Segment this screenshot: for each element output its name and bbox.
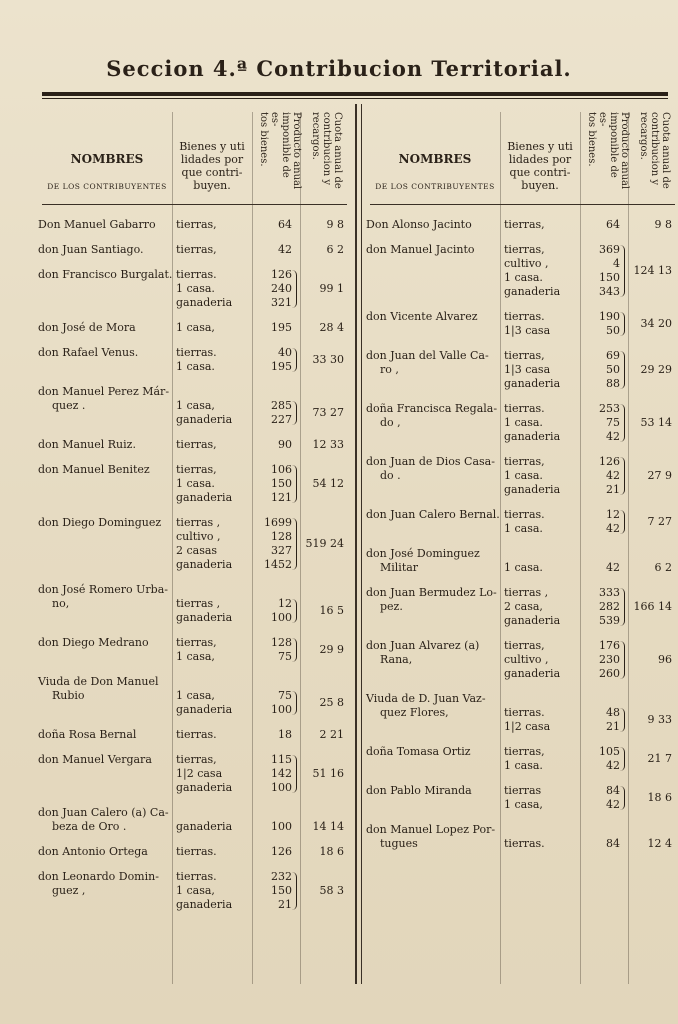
left-cuota-value: 9 8 (326, 218, 344, 231)
left-contributor-name: beza de Oro . (52, 820, 127, 833)
left-producto-value: 195 (271, 321, 292, 334)
right-cuota-value: 27 9 (647, 469, 672, 482)
right-contributor-name: ro , (380, 363, 399, 376)
page-title: Seccion 4.ª Contribucion Territorial. (106, 56, 572, 81)
left-contributor-name: don Diego Dominguez (38, 516, 162, 529)
right-asset-item: 1 casa. (504, 759, 543, 772)
right-asset-item: cultivo , (504, 653, 549, 666)
right-asset-item: 1 casa, (504, 798, 543, 811)
right-asset-item: 2 casa, (504, 600, 543, 613)
right-producto-value: 50 (606, 324, 620, 337)
left-contributor-name: Rubio (52, 689, 85, 702)
right-value-brace (620, 588, 625, 626)
right-value-brace (620, 786, 625, 810)
left-asset-item: cultivo , (176, 530, 221, 543)
left-producto-value: 142 (271, 767, 292, 780)
right-header-contribuyentes: DE LOS CONTRIBUYENTES (375, 182, 495, 191)
right-producto-value: 333 (599, 586, 620, 599)
right-asset-item: ganaderia (504, 614, 561, 627)
left-asset-item: ganaderia (176, 703, 233, 716)
left-producto-value: 100 (271, 820, 292, 833)
right-asset-item: 1 casa. (504, 271, 543, 284)
right-asset-item: tierras. (504, 508, 545, 521)
left-producto-value: 1699 (264, 516, 292, 529)
left-cuota-value: 33 30 (312, 353, 344, 366)
right-producto-value: 88 (606, 377, 620, 390)
right-asset-item: tierras. (504, 402, 545, 415)
left-value-brace (292, 348, 297, 372)
right-asset-item: tierras, (504, 218, 545, 231)
right-asset-item: ganaderia (504, 430, 561, 443)
right-producto-value: 42 (606, 759, 620, 772)
right-asset-item: 1 casa. (504, 469, 543, 482)
left-producto-value: 128 (271, 530, 292, 543)
left-producto-value: 240 (271, 282, 292, 295)
left-header-cuota-line: Cuota anual de (332, 112, 343, 189)
left-asset-item: 1 casa. (176, 282, 215, 295)
left-value-brace (292, 691, 297, 715)
left-header-producto-line: tos bienes. (258, 112, 269, 167)
left-header-contribuyentes: DE LOS CONTRIBUYENTES (47, 182, 167, 191)
left-value-brace (292, 401, 297, 425)
right-producto-value: 69 (606, 349, 620, 362)
left-contributor-name: don Manuel Perez Már- (38, 385, 170, 398)
left-asset-item: 1 casa, (176, 884, 215, 897)
left-header-rule (42, 204, 347, 205)
left-producto-value: 150 (271, 884, 292, 897)
left-producto-value: 195 (271, 360, 292, 373)
right-cuota-value: 34 20 (640, 317, 672, 330)
left-header-bienes-line: Bienes y uti (179, 140, 245, 153)
left-producto-value: 100 (271, 781, 292, 794)
left-cuota-value: 12 33 (312, 438, 344, 451)
left-header-bienes (172, 140, 252, 192)
right-producto-value: 539 (599, 614, 620, 627)
left-asset-item: 1 casa. (176, 477, 215, 490)
right-contributor-name: doña Francisca Regala- (366, 402, 498, 415)
right-producto-value: 75 (606, 416, 620, 429)
right-col-sep-cuota (628, 112, 629, 984)
right-value-brace (620, 457, 625, 495)
left-producto-value: 18 (278, 728, 292, 741)
left-cuota-value: 54 12 (312, 477, 344, 490)
left-asset-item: tierras, (176, 636, 217, 649)
right-asset-item: 1 casa. (504, 522, 543, 535)
left-cuota-value: 16 5 (319, 604, 344, 617)
right-contributor-name: don José Dominguez (366, 547, 480, 560)
right-asset-item: tierras (504, 784, 542, 797)
left-value-brace (292, 518, 297, 570)
left-producto-value: 126 (271, 268, 292, 281)
center-divider (355, 104, 357, 984)
right-producto-value: 12 (606, 508, 620, 521)
right-contributor-name: don Juan Calero Bernal. (366, 508, 500, 521)
right-asset-item: 1|3 casa (504, 324, 551, 337)
left-header-cuota (310, 112, 343, 192)
right-producto-value: 176 (599, 639, 620, 652)
left-producto-value: 64 (278, 218, 292, 231)
right-asset-item: 1 casa. (504, 561, 543, 574)
right-header-bienes-line: Bienes y uti (507, 140, 573, 153)
right-header-producto-line: Producto anual (619, 112, 630, 190)
right-cuota-value: 96 (658, 653, 672, 666)
right-value-brace (620, 510, 625, 534)
left-contributor-name: quez . (52, 399, 86, 412)
right-cuota-value: 6 2 (654, 561, 672, 574)
left-producto-value: 75 (278, 689, 292, 702)
right-producto-value: 282 (599, 600, 620, 613)
right-asset-item: 1|2 casa (504, 720, 551, 733)
left-producto-value: 40 (278, 346, 292, 359)
right-asset-item: tierras. (504, 706, 545, 719)
right-header-bienes (500, 140, 580, 192)
right-contributor-name: Don Alonso Jacinto (366, 218, 472, 231)
right-value-brace (620, 245, 625, 297)
left-producto-value: 150 (271, 477, 292, 490)
left-producto-value: 90 (278, 438, 292, 451)
right-producto-value: 42 (606, 469, 620, 482)
right-value-brace (620, 351, 625, 389)
right-producto-value: 84 (606, 837, 620, 850)
right-cuota-value: 7 27 (647, 515, 672, 528)
right-contributor-name: don Manuel Jacinto (366, 243, 475, 256)
left-contributor-name: don Francisco Burgalat. (38, 268, 173, 281)
right-header-cuota-line: contribucion y (649, 112, 660, 185)
right-asset-item: ganaderia (504, 483, 561, 496)
right-col-sep-bienes (500, 112, 501, 984)
left-producto-value: 21 (278, 898, 292, 911)
right-contributor-name: don Juan Alvarez (a) (366, 639, 480, 652)
left-asset-item: tierras, (176, 438, 217, 451)
right-producto-value: 42 (606, 798, 620, 811)
left-producto-value: 100 (271, 703, 292, 716)
right-cuota-value: 9 33 (647, 713, 672, 726)
left-producto-value: 121 (271, 491, 292, 504)
left-contributor-name: don Antonio Ortega (38, 845, 148, 858)
right-producto-value: 253 (599, 402, 620, 415)
left-cuota-value: 519 24 (305, 537, 344, 550)
left-asset-item: ganaderia (176, 820, 233, 833)
left-contributor-name: guez , (52, 884, 86, 897)
left-producto-value: 115 (271, 753, 292, 766)
left-asset-item: ganaderia (176, 898, 233, 911)
right-header-producto (586, 112, 630, 192)
title-rule-thick (42, 92, 668, 96)
right-contributor-name: Militar (380, 561, 419, 574)
right-contributor-name: Rana, (380, 653, 413, 666)
left-contributor-name: don Diego Medrano (38, 636, 149, 649)
right-asset-item: tierras, (504, 349, 545, 362)
right-header-rule (370, 204, 675, 205)
left-asset-item: tierras. (176, 870, 217, 883)
right-producto-value: 190 (599, 310, 620, 323)
right-asset-item: tierras. (504, 310, 545, 323)
right-cuota-value: 166 14 (633, 600, 672, 613)
left-contributor-name: don Juan Calero (a) Ca- (38, 806, 169, 819)
right-contributor-name: doña Tomasa Ortiz (366, 745, 471, 758)
left-header-producto (258, 112, 302, 192)
right-producto-value: 42 (606, 522, 620, 535)
left-contributor-name: don Juan Santiago. (38, 243, 144, 256)
right-asset-item: ganaderia (504, 285, 561, 298)
left-asset-item: 1 casa. (176, 360, 215, 373)
left-asset-item: tierras, (176, 243, 217, 256)
center-divider-inner (361, 104, 362, 984)
left-asset-item: 1 casa, (176, 399, 215, 412)
left-cuota-value: 73 27 (312, 406, 344, 419)
right-producto-value: 126 (599, 455, 620, 468)
left-asset-item: 1|2 casa (176, 767, 223, 780)
left-cuota-value: 29 9 (319, 643, 344, 656)
left-asset-item: 1 casa, (176, 689, 215, 702)
right-asset-item: tierras , (504, 586, 549, 599)
left-contributor-name: don Manuel Ruiz. (38, 438, 136, 451)
right-producto-value: 105 (599, 745, 620, 758)
right-producto-value: 84 (606, 784, 620, 797)
left-asset-item: tierras, (176, 463, 217, 476)
right-contributor-name: Viuda de D. Juan Vaz- (366, 692, 486, 705)
right-cuota-value: 124 13 (633, 264, 672, 277)
left-asset-item: 1 casa, (176, 321, 215, 334)
left-cuota-value: 99 1 (319, 282, 344, 295)
right-header-producto-line: tos bienes. (586, 112, 597, 167)
left-asset-item: ganaderia (176, 558, 233, 571)
left-contributor-name: don Leonardo Domin- (38, 870, 159, 883)
right-header-bienes-line: lidades por (508, 153, 572, 166)
right-value-brace (620, 312, 625, 336)
left-producto-value: 42 (278, 243, 292, 256)
left-producto-value: 12 (278, 597, 292, 610)
left-header-producto-line: Producto anual (291, 112, 302, 190)
left-cuota-value: 25 8 (319, 696, 344, 709)
right-contributor-name: do . (380, 469, 401, 482)
right-producto-value: 50 (606, 363, 620, 376)
right-header-cuota-line: Cuota anual de (660, 112, 671, 189)
right-header-producto-line: imponible de es- (597, 112, 619, 178)
right-value-brace (620, 641, 625, 679)
left-producto-value: 227 (271, 413, 292, 426)
left-producto-value: 1452 (264, 558, 292, 571)
right-header-nombres: NOMBRES (398, 152, 472, 166)
left-value-brace (292, 270, 297, 308)
right-cuota-value: 29 29 (640, 363, 672, 376)
left-contributor-name: no, (52, 597, 70, 610)
left-producto-value: 327 (271, 544, 292, 557)
left-producto-value: 321 (271, 296, 292, 309)
left-header-cuota-line: contribucion y (321, 112, 332, 185)
right-producto-value: 48 (606, 706, 620, 719)
right-asset-item: 1|3 casa (504, 363, 551, 376)
left-asset-item: ganaderia (176, 781, 233, 794)
right-asset-item: tierras, (504, 745, 545, 758)
right-header-cuota (638, 112, 671, 192)
left-cuota-value: 18 6 (319, 845, 344, 858)
left-col-sep-bienes (172, 112, 173, 984)
left-asset-item: tierras, (176, 753, 217, 766)
right-value-brace (620, 747, 625, 771)
left-header-nombres: NOMBRES (70, 152, 144, 166)
left-producto-value: 126 (271, 845, 292, 858)
right-producto-value: 64 (606, 218, 620, 231)
right-contributor-name: quez Flores, (380, 706, 449, 719)
left-asset-item: ganaderia (176, 491, 233, 504)
left-asset-item: 2 casas (176, 544, 218, 557)
left-header-cuota-line: recargos. (310, 112, 321, 160)
left-cuota-value: 14 14 (312, 820, 344, 833)
right-cuota-value: 12 4 (647, 837, 672, 850)
left-value-brace (292, 599, 297, 623)
right-contributor-name: don Pablo Miranda (366, 784, 472, 797)
right-producto-value: 150 (599, 271, 620, 284)
right-producto-value: 4 (613, 257, 620, 270)
left-asset-item: ganaderia (176, 413, 233, 426)
right-cuota-value: 18 6 (647, 791, 672, 804)
left-producto-value: 285 (271, 399, 292, 412)
right-contributor-name: pez. (380, 600, 403, 613)
right-contributor-name: don Manuel Lopez Por- (366, 823, 496, 836)
left-cuota-value: 6 2 (326, 243, 344, 256)
right-asset-item: tierras. (504, 837, 545, 850)
left-cuota-value: 58 3 (319, 884, 344, 897)
right-producto-value: 42 (606, 561, 620, 574)
left-producto-value: 128 (271, 636, 292, 649)
left-header-bienes-line: lidades por (180, 153, 244, 166)
right-asset-item: ganaderia (504, 667, 561, 680)
right-asset-item: tierras, (504, 639, 545, 652)
left-value-brace (292, 638, 297, 662)
right-asset-item: tierras, (504, 243, 545, 256)
left-contributor-name: Don Manuel Gabarro (38, 218, 156, 231)
left-value-brace (292, 872, 297, 910)
right-header-cuota-line: recargos. (638, 112, 649, 160)
title-rule-thin (42, 98, 668, 99)
left-asset-item: ganaderia (176, 296, 233, 309)
left-asset-item: tierras , (176, 516, 221, 529)
right-producto-value: 343 (599, 285, 620, 298)
left-asset-item: ganaderia (176, 611, 233, 624)
left-asset-item: tierras, (176, 218, 217, 231)
right-contributor-name: tugues (380, 837, 418, 850)
left-asset-item: tierras. (176, 346, 217, 359)
right-asset-item: cultivo , (504, 257, 549, 270)
right-producto-value: 230 (599, 653, 620, 666)
left-asset-item: tierras , (176, 597, 221, 610)
right-contributor-name: don Juan Bermudez Lo- (366, 586, 497, 599)
right-header-bienes-line: buyen. (521, 179, 559, 192)
left-contributor-name: Viuda de Don Manuel (38, 675, 159, 688)
right-cuota-value: 53 14 (640, 416, 672, 429)
right-value-brace (620, 404, 625, 442)
right-producto-value: 21 (606, 720, 620, 733)
right-asset-item: tierras, (504, 455, 545, 468)
left-value-brace (292, 755, 297, 793)
left-contributor-name: don Manuel Vergara (38, 753, 152, 766)
right-cuota-value: 9 8 (654, 218, 672, 231)
left-asset-item: tierras. (176, 845, 217, 858)
left-value-brace (292, 465, 297, 503)
right-header-bienes-line: que contri- (509, 166, 571, 179)
right-producto-value: 369 (599, 243, 620, 256)
right-cuota-value: 21 7 (647, 752, 672, 765)
right-contributor-name: don Juan del Valle Ca- (366, 349, 489, 362)
left-cuota-value: 28 4 (319, 321, 344, 334)
right-value-brace (620, 708, 625, 732)
right-asset-item: 1 casa. (504, 416, 543, 429)
left-cuota-value: 2 21 (319, 728, 344, 741)
left-asset-item: tierras. (176, 268, 217, 281)
left-asset-item: 1 casa, (176, 650, 215, 663)
right-asset-item: ganaderia (504, 377, 561, 390)
left-producto-value: 100 (271, 611, 292, 624)
left-contributor-name: doña Rosa Bernal (38, 728, 137, 741)
right-contributor-name: do , (380, 416, 401, 429)
left-contributor-name: don José Romero Urba- (38, 583, 168, 596)
left-header-bienes-line: que contri- (181, 166, 243, 179)
left-header-producto-line: imponible de es- (269, 112, 291, 178)
right-contributor-name: don Vicente Alvarez (366, 310, 478, 323)
right-contributor-name: don Juan de Dios Casa- (366, 455, 495, 468)
left-producto-value: 75 (278, 650, 292, 663)
left-producto-value: 106 (271, 463, 292, 476)
right-producto-value: 21 (606, 483, 620, 496)
right-producto-value: 260 (599, 667, 620, 680)
left-contributor-name: don Manuel Benitez (38, 463, 150, 476)
right-producto-value: 42 (606, 430, 620, 443)
left-contributor-name: don José de Mora (38, 321, 136, 334)
left-asset-item: tierras. (176, 728, 217, 741)
left-contributor-name: don Rafael Venus. (38, 346, 139, 359)
left-producto-value: 232 (271, 870, 292, 883)
left-cuota-value: 51 16 (312, 767, 344, 780)
left-header-bienes-line: buyen. (193, 179, 231, 192)
